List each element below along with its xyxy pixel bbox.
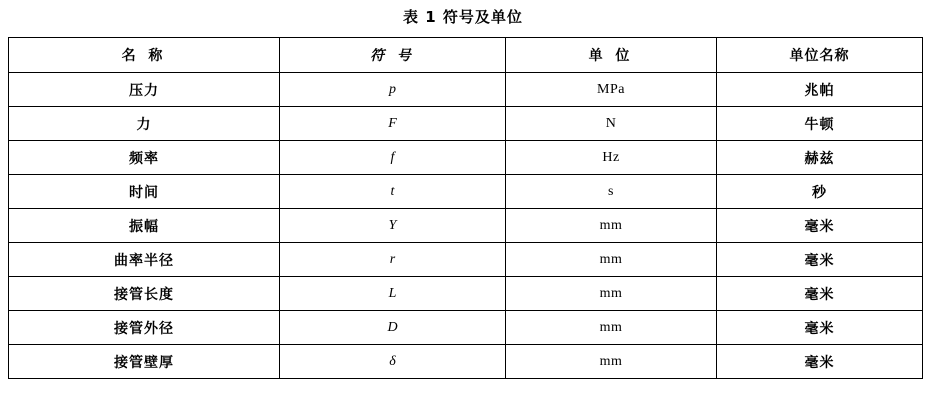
table-caption: 表 1 符号及单位 xyxy=(403,8,523,26)
cell-name: 力 xyxy=(9,107,280,141)
table-header-row xyxy=(9,38,923,73)
cell-symbol: δ xyxy=(280,345,506,379)
table-row xyxy=(9,107,923,141)
cell-unit: mm xyxy=(506,311,717,345)
cell-unit-name: 毫米 xyxy=(717,209,923,243)
cell-unit-name: 赫兹 xyxy=(717,141,923,175)
cell-unit: mm xyxy=(506,209,717,243)
cell-unit: Hz xyxy=(506,141,717,175)
cell-symbol: L xyxy=(280,277,506,311)
cell-unit-name: 兆帕 xyxy=(717,73,923,107)
symbols-and-units-table xyxy=(8,37,923,379)
cell-name: 接管壁厚 xyxy=(9,345,280,379)
column-header-symbol: 符 号 xyxy=(280,38,506,73)
cell-unit-name: 毫米 xyxy=(717,277,923,311)
column-header-name: 名 称 xyxy=(9,38,280,73)
cell-name: 压力 xyxy=(9,73,280,107)
cell-unit: MPa xyxy=(506,73,717,107)
table-row xyxy=(9,209,923,243)
cell-symbol: p xyxy=(280,73,506,107)
table-row xyxy=(9,311,923,345)
table-row xyxy=(9,243,923,277)
cell-unit-name: 毫米 xyxy=(717,345,923,379)
table-container xyxy=(0,37,926,379)
cell-symbol: r xyxy=(280,243,506,277)
cell-unit: N xyxy=(506,107,717,141)
cell-name: 时间 xyxy=(9,175,280,209)
cell-symbol: Y xyxy=(280,209,506,243)
cell-unit-name: 秒 xyxy=(717,175,923,209)
cell-unit: mm xyxy=(506,243,717,277)
table-row xyxy=(9,277,923,311)
cell-unit: mm xyxy=(506,345,717,379)
cell-unit: mm xyxy=(506,277,717,311)
cell-unit-name: 牛顿 xyxy=(717,107,923,141)
cell-symbol: t xyxy=(280,175,506,209)
table-row xyxy=(9,175,923,209)
cell-symbol: f xyxy=(280,141,506,175)
table-row xyxy=(9,345,923,379)
table-row xyxy=(9,73,923,107)
cell-name: 接管长度 xyxy=(9,277,280,311)
cell-symbol: D xyxy=(280,311,506,345)
cell-unit-name: 毫米 xyxy=(717,243,923,277)
cell-name: 曲率半径 xyxy=(9,243,280,277)
cell-symbol: F xyxy=(280,107,506,141)
column-header-unit-name: 单位名称 xyxy=(717,38,923,73)
cell-name: 振幅 xyxy=(9,209,280,243)
table-row xyxy=(9,141,923,175)
cell-unit: s xyxy=(506,175,717,209)
cell-name: 接管外径 xyxy=(9,311,280,345)
column-header-unit: 单 位 xyxy=(506,38,717,73)
cell-name: 频率 xyxy=(9,141,280,175)
cell-unit-name: 毫米 xyxy=(717,311,923,345)
